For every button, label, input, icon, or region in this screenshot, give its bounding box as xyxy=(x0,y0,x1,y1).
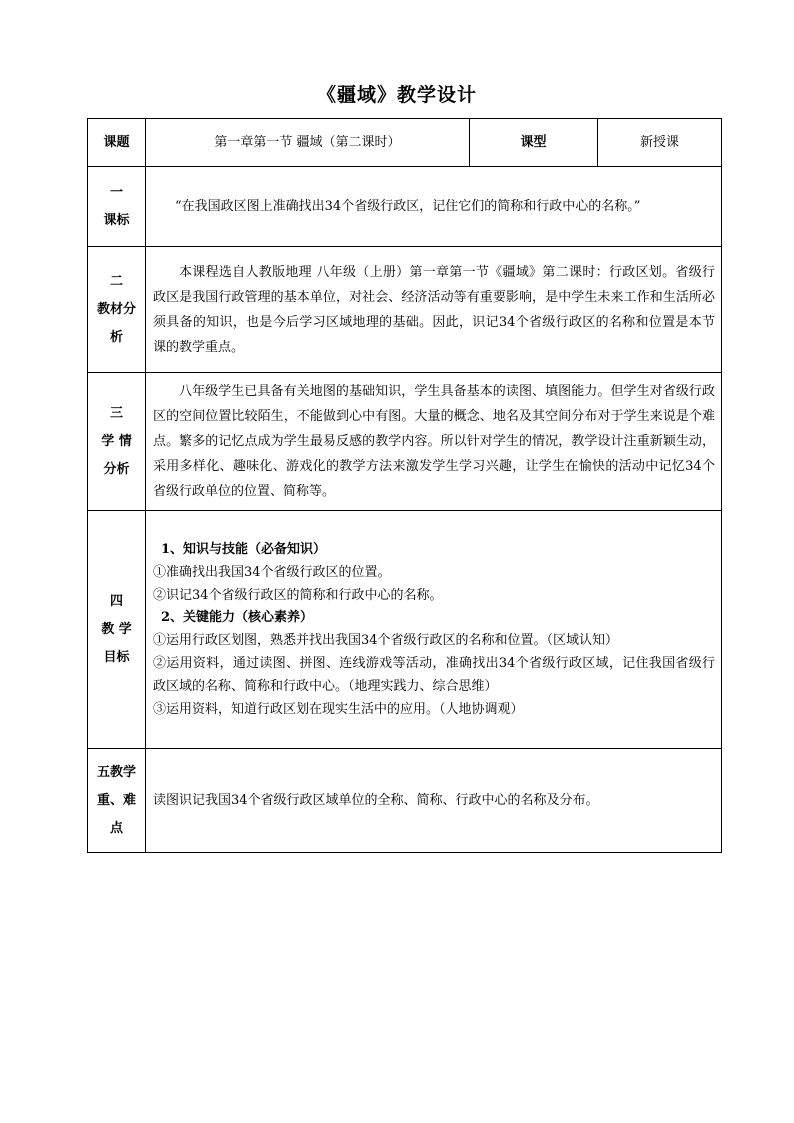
focus-label-line-1: 五教学 xyxy=(96,764,136,780)
type-label: 课型 xyxy=(470,119,598,167)
goals-heading-ability: 2、关键能力（核心素养） xyxy=(161,609,314,625)
focus-text-cell xyxy=(146,749,722,853)
material-label xyxy=(88,247,146,373)
standard-row xyxy=(88,167,722,247)
students-label-line-1: 三 xyxy=(109,405,123,421)
goals-item-5: ③运用资料，知道行政区划在现实生活中的应用。（人地协调观） xyxy=(153,701,524,717)
focus-label xyxy=(88,749,146,853)
standard-label-line-1: 一 xyxy=(109,184,123,200)
goals-label-line-1: 四 xyxy=(109,593,123,609)
goals-label xyxy=(88,511,146,749)
material-label-line-3: 析 xyxy=(109,329,123,345)
focus-label-line-3: 点 xyxy=(109,820,123,836)
goals-label-line-3: 目标 xyxy=(103,649,130,665)
material-row xyxy=(88,247,722,373)
goals-item-3: ①运用行政区划图，熟悉并找出我国34个省级行政区的名称和位置。（区域认知） xyxy=(153,632,619,648)
focus-row xyxy=(88,749,722,853)
focus-text: 读图识记我国34个省级行政区域单位的全称、简称、行政中心的名称及分布。 xyxy=(153,793,599,808)
material-text-cell xyxy=(146,247,722,373)
header-row xyxy=(88,119,722,167)
goals-item-4: ②运用资料，通过读图、拼图、连线游戏等活动，准确找出34个省级行政区域，记住我国省级行政区域的名称、简称和行政中心。（地理实践力、综合思维） xyxy=(153,655,715,694)
goals-row xyxy=(88,511,722,749)
type-value: 新授课 xyxy=(598,119,722,167)
standard-text-cell xyxy=(146,167,722,247)
goals-label-line-2: 教 学 xyxy=(101,621,132,637)
topic-label: 课题 xyxy=(88,119,146,167)
material-label-line-1: 二 xyxy=(109,273,123,289)
students-text: 八年级学生已具备有关地图的基础知识，学生具备基本的读图、填图能力。但学生对省级行政区的空间位置比较陌生，不能做到心中有图。大量的概念、地名及其空间分布对于学生来说是个难点。繁多的记忆点成为学生最易反感的教学内容。所以针对学生的情况，教学设计注重新颖生动，采用多样化、趣味化、游戏化的教学方法来激发学生学习兴趣，让学生在愉快的活动中记忆34个省级行政单位的位置、简称等。 xyxy=(153,384,715,499)
goals-text-cell xyxy=(146,511,722,749)
material-label-line-2: 教材分 xyxy=(96,301,136,317)
goals-heading-knowledge: 1、知识与技能（必备知识） xyxy=(161,541,327,557)
material-text: 本课程选自人教版地理 八年级（上册）第一章第一节《疆域》第二课时：行政区划。省级行政区是我国行政管理的基本单位，对社会、经济活动等有重要影响，是中学生未来工作和生活所必须具备的知识，也是今后学习区域地理的基础。因此，识记34个省级行政区的名称和位置是本节课的教学重点。 xyxy=(153,264,715,355)
page-title: 《疆域》教学设计 xyxy=(316,84,477,106)
students-row xyxy=(88,373,722,511)
goals-item-1: ①准确找出我国34个省级行政区的位置。 xyxy=(153,564,391,580)
standard-label-line-2: 课标 xyxy=(103,212,130,228)
lesson-plan-table xyxy=(87,118,722,853)
topic-value: 第一章第一节 疆域（第二课时） xyxy=(146,119,470,167)
focus-label-line-2: 重、难 xyxy=(96,792,136,808)
students-text-cell xyxy=(146,373,722,511)
standard-text: “在我国政区图上准确找出34个省级行政区，记住它们的简称和行政中心的名称。” xyxy=(175,199,641,214)
students-label-line-2: 学 情 xyxy=(101,433,132,449)
students-label-line-3: 分析 xyxy=(103,461,130,477)
goals-item-2: ②识记34个省级行政区的简称和行政中心的名称。 xyxy=(153,587,443,603)
students-label xyxy=(88,373,146,511)
standard-label xyxy=(88,167,146,247)
